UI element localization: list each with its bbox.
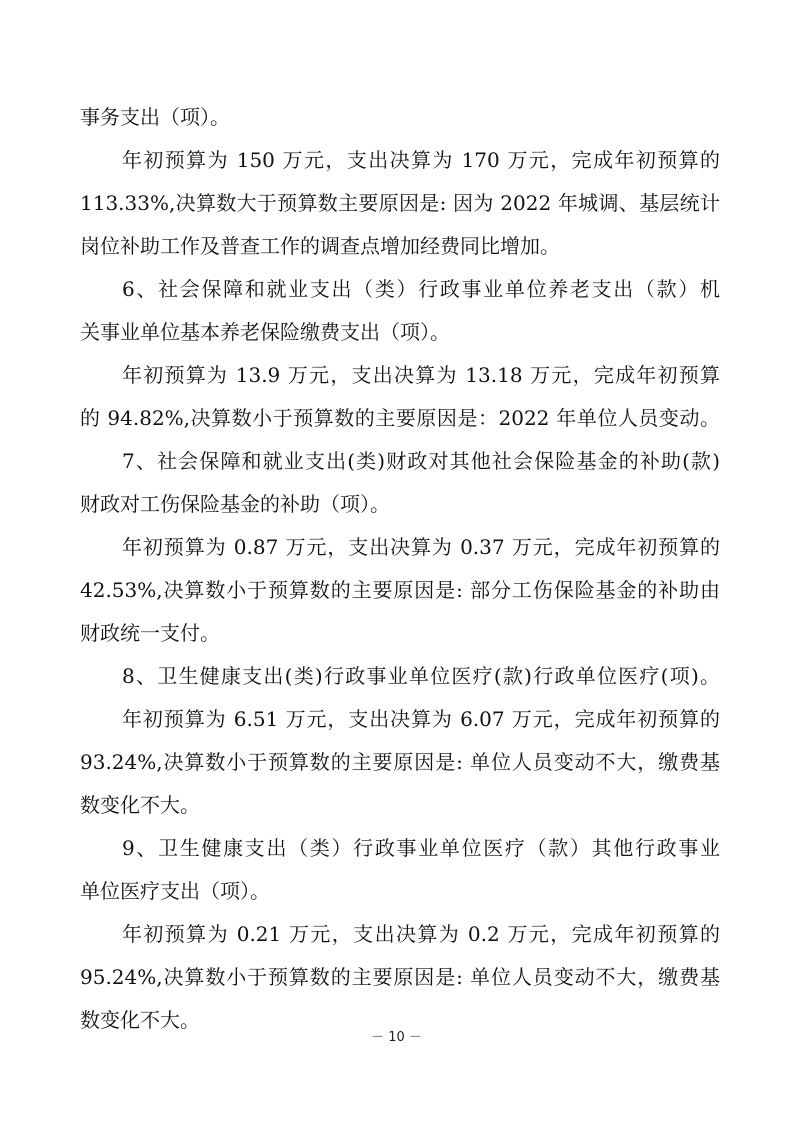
document-body bbox=[80, 96, 720, 1042]
text-line: 数变化不大。 bbox=[80, 1008, 200, 1032]
text-line: 事务支出（项）。 bbox=[80, 105, 230, 129]
text-line: 93.24%,决算数小于预算数的主要原因是: 单位人员变动不大，缴费基 bbox=[80, 750, 720, 774]
text-line: 年初预算为 0.21 万元，支出决算为 0.2 万元，完成年初预算的 bbox=[122, 922, 720, 946]
text-line: 42.53%,决算数小于预算数的主要原因是: 部分工伤保险基金的补助由 bbox=[80, 578, 720, 602]
text-line: 财政对工伤保险基金的补助（项）。 bbox=[80, 492, 390, 516]
text-line: 9、卫生健康支出（类）行政事业单位医疗（款）其他行政事业 bbox=[122, 836, 720, 860]
text-line: 单位医疗支出（项）。 bbox=[80, 879, 270, 903]
text-line: 关事业单位基本养老保险缴费支出（项）。 bbox=[80, 320, 450, 344]
text-line: 年初预算为 13.9 万元，支出决算为 13.18 万元，完成年初预算 bbox=[122, 363, 720, 387]
text-line: 6、社会保障和就业支出（类）行政事业单位养老支出（款）机 bbox=[122, 277, 720, 301]
text-line: 岗位补助工作及普查工作的调查点增加经费同比增加。 bbox=[80, 234, 560, 258]
text-lines bbox=[80, 96, 720, 1042]
text-line: 95.24%,决算数小于预算数的主要原因是: 单位人员变动不大，缴费基 bbox=[80, 965, 720, 989]
text-line: 年初预算为 0.87 万元，支出决算为 0.37 万元，完成年初预算的 bbox=[122, 535, 720, 559]
text-line: 113.33%,决算数大于预算数主要原因是: 因为 2022 年城调、基层统计 bbox=[80, 191, 720, 215]
page-number: － 10 － bbox=[371, 1030, 422, 1045]
text-line: 7、社会保障和就业支出(类)财政对其他社会保险基金的补助(款) bbox=[122, 449, 720, 473]
text-line: 财政统一支付。 bbox=[80, 621, 220, 645]
text-line: 8、卫生健康支出(类)行政事业单位医疗(款)行政单位医疗(项)。 bbox=[122, 664, 720, 688]
text-line: 的 94.82%,决算数小于预算数的主要原因是：2022 年单位人员变动。 bbox=[80, 406, 720, 430]
text-line: 年初预算为 150 万元，支出决算为 170 万元，完成年初预算的 bbox=[122, 148, 720, 172]
text-line: 数变化不大。 bbox=[80, 793, 200, 817]
text-line: 年初预算为 6.51 万元，支出决算为 6.07 万元，完成年初预算的 bbox=[122, 707, 720, 731]
